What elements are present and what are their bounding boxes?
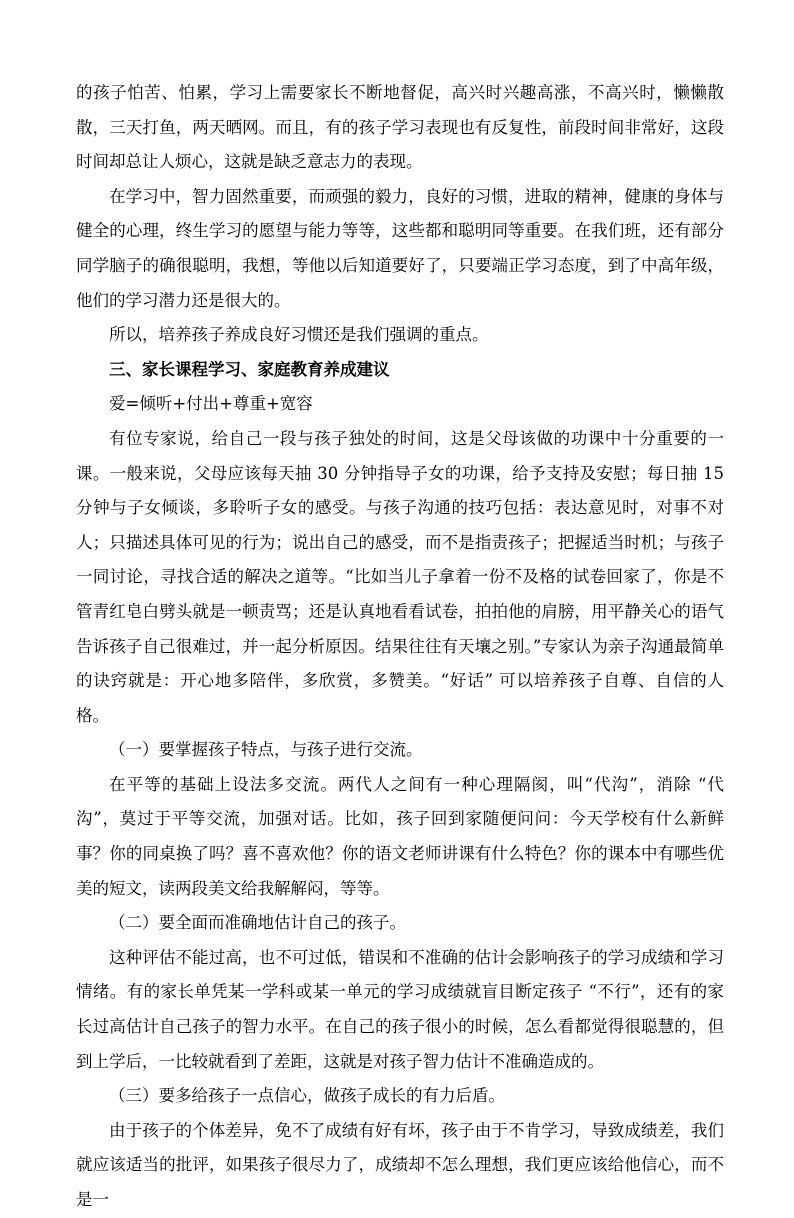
paragraph-love-formula: 爱=倾听+付出+尊重+宽容 [109,394,313,414]
paragraph-communication: 在平等的基础上设法多交流。两代人之间有一种心理隔阂，叫“代沟”，消除 “代沟”，莫过于平等交流，加强对话。比如，孩子回到家随便问问：今天学校有什么新鲜事？你的同桌换了吗？喜不喜欢他？你的语文老师讲课有什么特色？你的课本中有哪些优美的短文，读两段美文给我解解闷，等等。 [76,774,724,898]
subheading-1: （一）要掌握孩子特点，与孩子进行交流。 [109,740,423,760]
subheading-3: （三）要多给孩子一点信心，做孩子成长的有力后盾。 [109,1086,505,1106]
paragraph-continuation: 的孩子怕苦、怕累，学习上需要家长不断地督促，高兴时兴趣高涨，不高兴时，懒懒散散，三天打鱼，两天晒网。而且，有的孩子学习表现也有反复性，前段时间非常好，这段时间却总让人烦心，这就是缺乏意志力的表现。 [76,83,724,172]
subheading-2: （二）要全面而准确地估计自己的孩子。 [109,913,406,933]
paragraph-intelligence: 在学习中，智力固然重要，而顽强的毅力，良好的习惯，进取的精神，健康的身体与健全的心理，终生学习的愿望与能力等等，这些都和聪明同等重要。在我们班，还有部分同学脑子的确很聪明，我想，等他以后知道要好了，只要端正学习态度，到了中高年级，他们的学习潜力还是很大的。 [76,186,724,310]
paragraph-habit-focus: 所以，培养孩子养成良好习惯还是我们强调的重点。 [109,325,489,345]
paragraph-evaluation: 这种评估不能过高，也不可过低，错误和不准确的估计会影响孩子的学习成绩和学习情绪。有的家长单凭某一学科或某一单元的学习成绩就盲目断定孩子 “不行”，还有的家长过高估计自己孩子的智力水平。在自己的孩子很小的时候，怎么看都觉得很聪慧的，但到上学后，一比较就看到了差距，这就是对孩子智力估计不准确造成的。 [76,947,724,1071]
paragraph-confidence: 由于孩子的个体差异，免不了成绩有好有坏，孩子由于不肯学习，导致成绩差，我们就应该适当的批评，如果孩子很尽力了，成绩却不怎么理想，我们更应该给他信心，而不是一 [76,1120,724,1209]
section-heading-3: 三、家长课程学习、家庭教育养成建议 [109,359,390,379]
paragraph-expert-advice: 有位专家说，给自己一段与孩子独处的时间，这是父母该做的功课中十分重要的一课。一般来说，父母应该每天抽 30 分钟指导子女的功课，给予支持及安慰；每日抽 15 分钟与子女倾谈，多聆听子女的感受。与孩子沟通的技巧包括：表达意见时，对事不对人；只描述具体可见的行为；说出自己的感受，而不是指责孩子；把握适当时机；与孩子一同讨论，寻找合适的解决之道等。“比如当儿子拿着一份不及格的试卷回家了，你是不管青红皂白劈头就是一顿责骂；还是认真地看看试卷，拍拍他的肩膀，用平静关心的语气告诉孩子自己很难过，并一起分析原因。结果往往有天壤之别。”专家认为亲子沟通最简单的诀窍就是：开心地多陪伴，多欣赏，多赞美。“好话” 可以培养孩子自尊、自信的人格。 [76,428,724,725]
